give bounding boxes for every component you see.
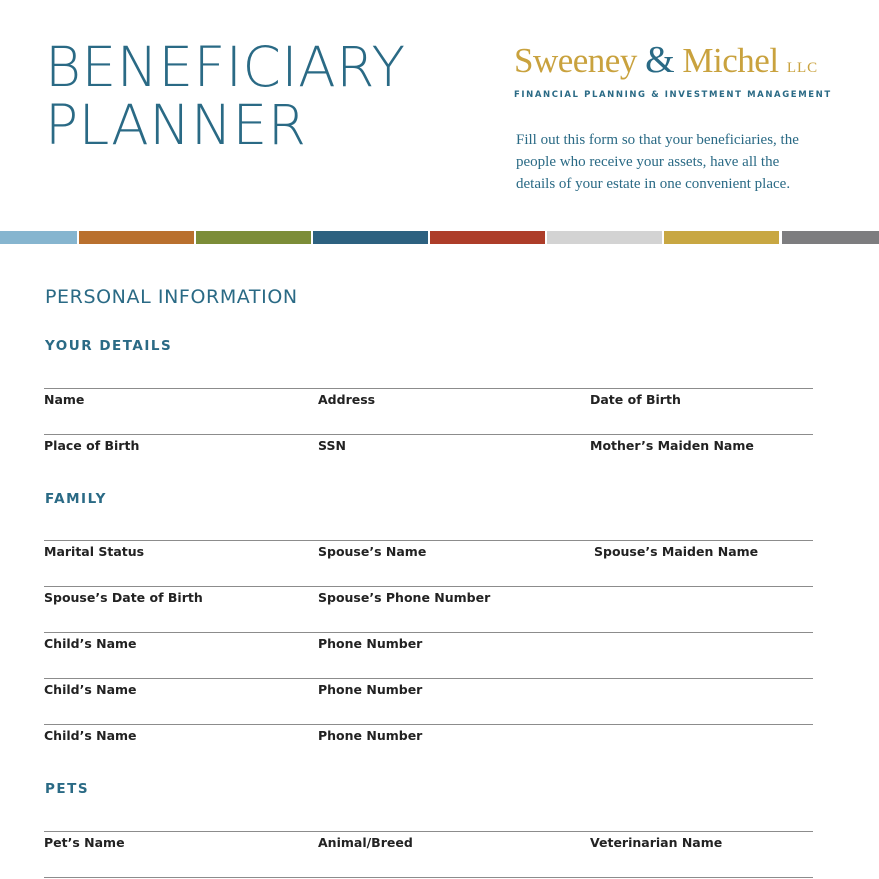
stripe-segment xyxy=(313,231,428,244)
stripe-segment xyxy=(79,231,194,244)
field-label-spouses-phone-number: Spouse’s Phone Number xyxy=(318,590,491,605)
field-label-veterinarian-name: Veterinarian Name xyxy=(590,835,723,850)
field-label-date-of-birth: Date of Birth xyxy=(590,392,681,407)
intro-text: Fill out this form so that your beneficiaries, the people who receive your assets, have all the details of your estate in one convenient place. xyxy=(516,132,799,192)
name-field-line[interactable] xyxy=(44,388,813,389)
page-title xyxy=(45,35,406,157)
stripe-segment xyxy=(782,231,879,244)
field-label-mothers-maiden-name: Mother’s Maiden Name xyxy=(590,438,754,453)
stripe-segment xyxy=(664,231,779,244)
section-heading-personal-information: PERSONAL INFORMATION xyxy=(45,286,298,308)
field-label-spouses-maiden-name: Spouse’s Maiden Name xyxy=(594,544,759,559)
title-line-1: BENEFICIARY xyxy=(45,35,406,99)
field-label-phone-number-1: Phone Number xyxy=(318,636,423,651)
field-label-childs-name-1: Child’s Name xyxy=(44,636,137,651)
logo-wordmark xyxy=(514,39,819,88)
logo-tagline: FINANCIAL PLANNING & INVESTMENT MANAGEMENT xyxy=(514,90,832,100)
place-of-birth-field-line[interactable] xyxy=(44,434,813,435)
field-label-name: Name xyxy=(44,392,85,407)
field-label-marital-status: Marital Status xyxy=(44,544,145,559)
child-2-field-line[interactable] xyxy=(44,678,813,679)
field-label-address: Address xyxy=(318,392,376,407)
child-1-field-line[interactable] xyxy=(44,632,813,633)
child-3-field-line[interactable] xyxy=(44,724,813,725)
logo-name-part-2: Michel xyxy=(682,41,779,80)
spouse-dob-field-line[interactable] xyxy=(44,586,813,587)
stripe-segment xyxy=(0,231,77,244)
pet-field-line-bottom[interactable] xyxy=(44,877,813,878)
field-label-spouses-date-of-birth: Spouse’s Date of Birth xyxy=(44,590,203,605)
company-logo xyxy=(514,39,832,100)
marital-status-field-line[interactable] xyxy=(44,540,813,541)
stripe-segment xyxy=(430,231,545,244)
subheading-your-details: YOUR DETAILS xyxy=(45,338,173,354)
subheading-pets: PETS xyxy=(45,781,90,797)
logo-suffix: LLC xyxy=(786,60,819,76)
field-label-animal-breed: Animal/Breed xyxy=(318,835,413,850)
field-label-place-of-birth: Place of Birth xyxy=(44,438,140,453)
subheading-family: FAMILY xyxy=(45,491,107,507)
logo-name-part-1: Sweeney xyxy=(514,41,637,80)
field-label-childs-name-3: Child’s Name xyxy=(44,728,137,743)
field-label-spouses-name: Spouse’s Name xyxy=(318,544,427,559)
field-label-phone-number-3: Phone Number xyxy=(318,728,423,743)
field-label-childs-name-2: Child’s Name xyxy=(44,682,137,697)
title-line-2: PLANNER xyxy=(45,93,307,157)
stripe-segment xyxy=(196,231,311,244)
logo-ampersand: & xyxy=(645,39,675,81)
field-label-pets-name: Pet’s Name xyxy=(44,835,125,850)
pet-field-line[interactable] xyxy=(44,831,813,832)
field-label-ssn: SSN xyxy=(318,438,346,453)
color-stripe-bar xyxy=(0,231,879,244)
stripe-segment xyxy=(547,231,662,244)
field-label-phone-number-2: Phone Number xyxy=(318,682,423,697)
